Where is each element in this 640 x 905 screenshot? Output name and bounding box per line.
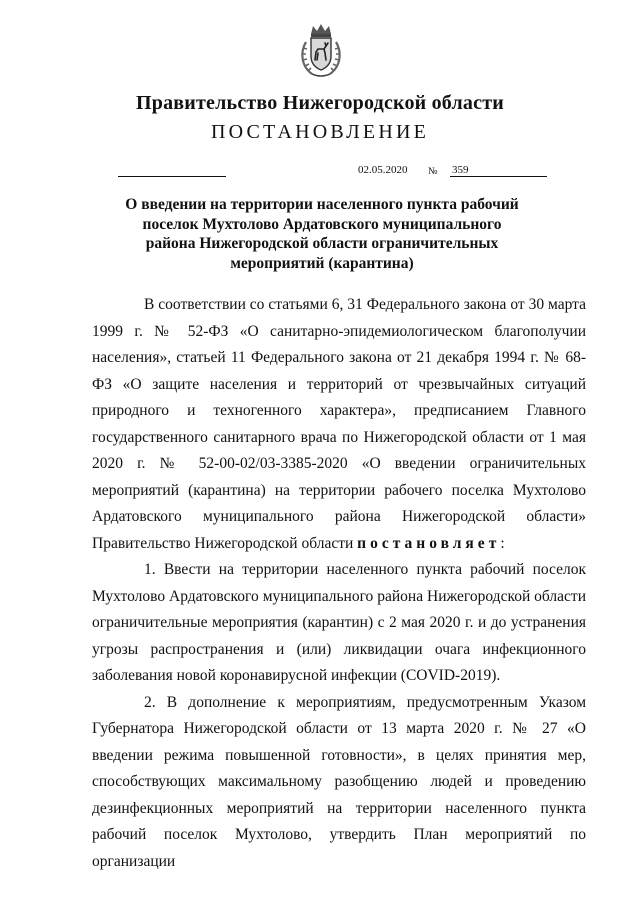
- item-2-paragraph: 2. В дополнение к мероприятиям, предусмотренным Указом Губернатора Нижегородской области от 13 марта 2020 г. № 27 «О введении режима повышенной готовности», в целях принятия мер, способствующих максимальному разобщению людей и проведению дезинфекционных мероприятий на территории населенного пункта рабочий поселок Мухтолово, утвердить План мероприятий по организации: [92, 693, 586, 870]
- document-subject: О введении на территории населенного пункта рабочий поселок Мухтолово Ардатовского муниципального района Нижегородской области ограничительных мероприятий (карантина): [125, 196, 519, 272]
- preamble-colon: :: [500, 534, 505, 552]
- preamble-keyword: постановляет: [357, 534, 501, 552]
- preamble-paragraph: [92, 292, 586, 557]
- document-date: 02.05.2020: [358, 164, 408, 176]
- date-underline: [118, 176, 226, 177]
- government-name: Правительство Нижегородской области: [136, 92, 504, 114]
- preamble-text: В соответствии со статьями 6, 31 Федерального закона от 30 марта 1999 г. № 52-ФЗ «О санитарно-эпидемиологическом благополучии населения», статьей 11 Федерального закона от 21 декабря 1994 г. № 68-ФЗ «О защите населения и территорий от чрезвычайных ситуаций природного и техногенного характера», предписанием Главного государственного санитарного врача по Нижегородской области от 1 мая 2020 г. № 52-00-02/03-3385-2020 «О введении ограничительных мероприятий (карантина) на территории рабочего поселка Мухтолово Ардатовского муниципального района Нижегородской области» Правительство Нижегородской области: [92, 296, 586, 552]
- number-sign: №: [428, 166, 438, 177]
- document-number: 359: [450, 164, 547, 177]
- item-1-paragraph: 1. Ввести на территории населенного пункта рабочий поселок Мухтолово Ардатовского муниципального района Нижегородской области ограничительные мероприятия (карантин) с 2 мая 2020 г. и до устранения угрозы распространения и (или) ликвидации очага инфекционного заболевания новой коронавирусной инфекции (COVID-2019).: [92, 561, 586, 684]
- document-body: [92, 292, 586, 875]
- document-type: ПОСТАНОВЛЕНИЕ: [210, 121, 430, 143]
- coat-of-arms-icon: [298, 22, 344, 78]
